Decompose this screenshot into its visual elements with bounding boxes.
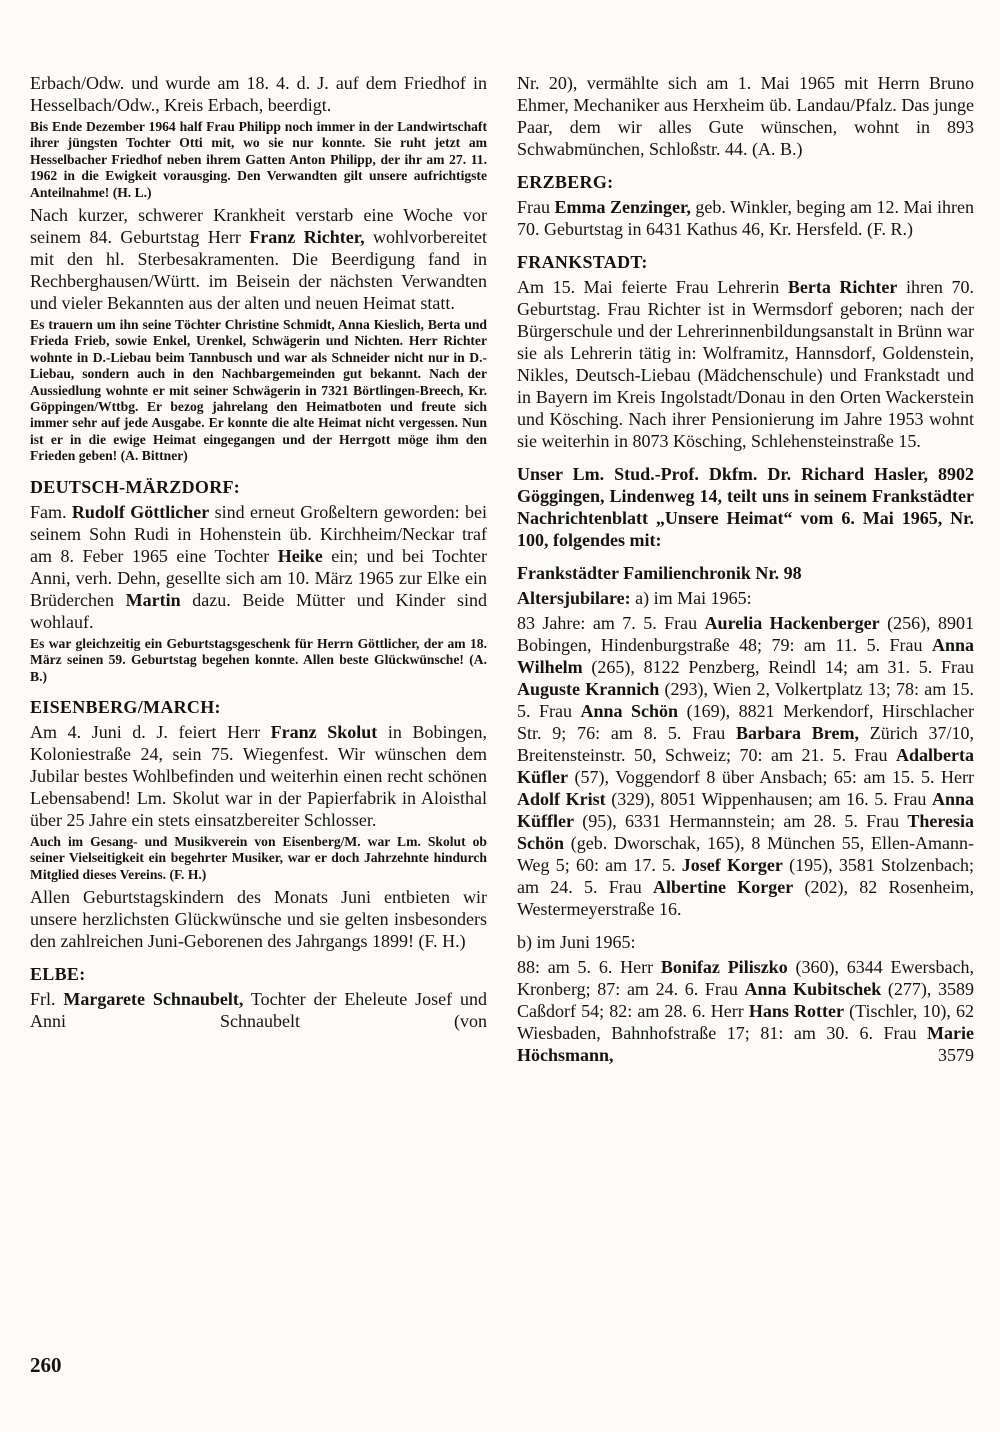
paragraph: b) im Juni 1965: bbox=[517, 932, 636, 952]
section-heading: ERZBERG: bbox=[517, 172, 614, 192]
paragraph: Unser Lm. Stud.-Prof. Dkfm. Dr. Richard Hasler, 8902 Göggingen, Lindenweg 14, teilt uns in seinem Frankstädter Nachrichtenblatt „Unsere Heimat“ vom 6. Mai 1965, Nr. 100, folgendes mit: bbox=[517, 464, 974, 550]
section-heading: EISENBERG/MARCH: bbox=[30, 696, 221, 717]
column-left bbox=[30, 72, 487, 1069]
paragraph: Allen Geburtstagskindern des Monats Juni entbieten wir unsere herzlichsten Glückwünsche und sie gelten insbesonders den zahlreichen Juni-Geborenen des Jahrgangs 1899! (F. H.) bbox=[30, 887, 487, 952]
text-columns bbox=[30, 72, 974, 1069]
paragraph: 88: am 5. 6. Herr Bonifaz Piliszko (360), 6344 Ewersbach, Kronberg; 87: am 24. 6. Frau Anna Kubitschek (277), 3589 Caßdorf 54; 82: am 28. 6. Herr Hans Rotter (Tischler, 10), 62 Wiesbaden, Bahnhofstraße 17; 81: am 30. 6. Frau Marie Höchsmann, 3579 bbox=[517, 957, 975, 1065]
paragraph: Frau Emma Zenzinger, geb. Winkler, beging am 12. Mai ihren 70. Geburtstag in 6431 Kathus 46, Kr. Hersfeld. (F. R.) bbox=[517, 197, 974, 239]
paragraph: Fam. Rudolf Göttlicher sind erneut Großeltern geworden: bei seinem Sohn Rudi in Hohenstein üb. Kirchheim/Neckar traf am 8. Feber 1965 eine Tochter Heike ein; und bei Tochter Anni, verh. Dehn, gesellte sich am 10. März 1965 zur Elke ein Brüderchen Martin dazu. Beide Mütter und Kinder sind wohlauf. bbox=[30, 501, 487, 632]
paragraph: Altersjubilare: a) im Mai 1965: bbox=[517, 588, 752, 608]
paragraph: 83 Jahre: am 7. 5. Frau Aurelia Hackenberger (256), 8901 Bobingen, Hindenburgstraße 48; 79: am 11. 5. Frau Anna Wilhelm (265), 8122 Penzberg, Reindl 14; am 31. 5. Frau Auguste Krannich (293), Wien 2, Volkertplatz 13; 78: am 15. 5. Frau Anna Schön (169), 8821 Merkendorf, Hirschlacher Str. 9; 76: am 8. 5. Frau Barbara Brem, Zürich 37/10, Breitensteinstr. 50, Schweiz; 70: am 21. 5. Frau Adalberta Küfler (57), Voggendorf 8 über Ansbach; 65: am 15. 5. Herr Adolf Krist (329), 8051 Wippenhausen; am 16. 5. Frau Anna Küffler (95), 6331 Hermannstein; am 28. 5. Frau Theresia Schön (geb. Dworschak, 165), 8 München 55, Ellen-Amann-Weg 5; 60: am 17. 5. Josef Korger (195), 3581 Stolzenbach; am 24. 5. Frau Albertine Korger (202), 82 Rosenheim, Westermeyerstraße 16. bbox=[517, 613, 975, 919]
section-heading: DEUTSCH-MÄRZDORF: bbox=[30, 476, 241, 497]
paragraph: Am 15. Mai feierte Frau Lehrerin Berta Richter ihren 70. Geburtstag. Frau Richter ist in Wermsdorf geboren; nach der Bürgerschule und der Lehrerinnenbildungsanstalt in Brünn war sie als Lehrerin tätig in: Wolframitz, Hannsdorf, Goldenstein, Nikles, Deutsch-Liebau (Mädchenschule) und Frankstadt und in Bayern im Kreis Ingolstadt/Donau in den Orten Wackerstein und Kösching. Nach ihrer Pensionierung im Jahre 1953 wohnt sie weiterhin in 8073 Kösching, Schlehensteinstraße 15. bbox=[517, 277, 975, 451]
page-number: 260 bbox=[30, 1353, 62, 1377]
paragraph: Nach kurzer, schwerer Krankheit verstarb eine Woche vor seinem 84. Geburtstag Herr Franz Richter, wohlvorbereitet mit den hl. Sterbesakramenten. Die Beerdigung fand in Rechberghausen/Württ. im Beisein der nächsten Verwandten und vieler Bekannten aus der alten und neuen Heimat statt. bbox=[30, 205, 487, 314]
paragraph: Nr. 20), vermählte sich am 1. Mai 1965 mit Herrn Bruno Ehmer, Mechaniker aus Herxheim üb. Landau/Pfalz. Das junge Paar, dem wir alles Gute wünschen, wohnt in 893 Schwabmünchen, Schloßstr. 44. (A. B.) bbox=[517, 73, 974, 159]
paragraph: Erbach/Odw. und wurde am 18. 4. d. J. auf dem Friedhof in Hesselbach/Odw., Kreis Erbach, beerdigt. bbox=[30, 73, 487, 115]
column-right bbox=[517, 72, 974, 1069]
paragraph: Es trauern um ihn seine Töchter Christine Schmidt, Anna Kieslich, Berta und Frieda Frieb, sowie Enkel, Urenkel, Schwägerin und Nichten. Herr Richter wohnte in D.-Liebau beim Tannbusch und war als Schneider nicht nur in D.-Liebau, sondern auch in den Nachbargemeinden gut bekannt. Nach der Aussiedlung wohnte er mit seiner Schwägerin in 7321 Börtlingen-Breech, Kr. Göppingen/Wttbg. Er bezog jahrelang den Heimatboten und freute sich immer sehr auf jede Ausgabe. Er konnte die alte Heimat nicht vergessen. Nun ist er in die ewige Heimat eingegangen und der Herrgott möge ihm den Frieden geben! (A. Bittner) bbox=[30, 317, 487, 464]
paragraph: Es war gleichzeitig ein Geburtstagsgeschenk für Herrn Göttlicher, der am 18. März seinen 59. Geburtstag begehen konnte. Allen beste Glückwünsche! (A. B.) bbox=[30, 635, 487, 684]
paragraph: Bis Ende Dezember 1964 half Frau Philipp noch immer in der Landwirtschaft ihrer jüngsten Tochter Otti mit, wo sie nur konnte. Sie ruht jetzt am Hesselbacher Friedhof neben ihrem Gatten Anton Philipp, der ihr am 27. 11. 1962 in die Ewigkeit vorausging. Den Verwandten gilt unsere aufrichtigste Anteilnahme! (H. L.) bbox=[30, 119, 487, 200]
section-heading: FRANKSTADT: bbox=[517, 252, 648, 272]
paragraph: Auch im Gesang- und Musikverein von Eisenberg/M. war Lm. Skolut ob seiner Vielseitigkeit ein begehrter Musiker, war er doch Jahrzehnte hindurch Mitglied dieses Vereins. (F. H.) bbox=[30, 833, 487, 882]
paragraph: Frl. Margarete Schnaubelt, Tochter der Eheleute Josef und Anni Schnaubelt (von bbox=[30, 989, 487, 1032]
paragraph: Frankstädter Familienchronik Nr. 98 bbox=[517, 563, 802, 583]
section-heading: ELBE: bbox=[30, 964, 86, 985]
paragraph: Am 4. Juni d. J. feiert Herr Franz Skolut in Bobingen, Koloniestraße 24, sein 75. Wiegenfest. Wir wünschen dem Jubilar bestes Wohlbefinden und weiterhin einen recht schönen Lebensabend! Lm. Skolut war in der Papierfabrik in Aloisthal über 25 Jahre ein stets einsatzbereiter Schlosser. bbox=[30, 721, 487, 830]
